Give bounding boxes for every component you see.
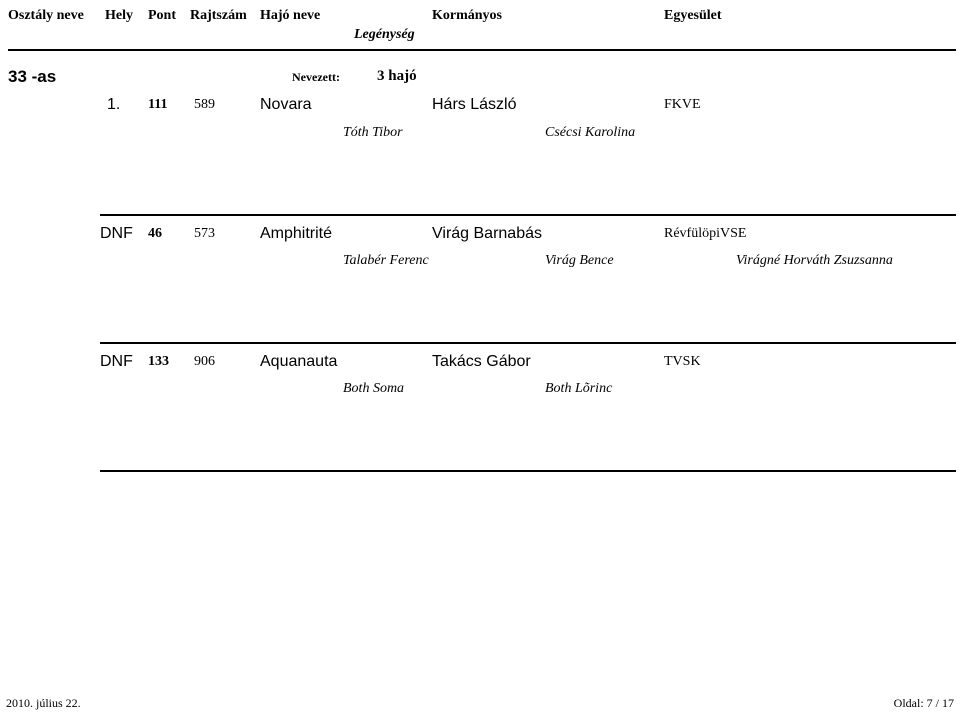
entry-helmsman: Virág Barnabás xyxy=(432,225,542,242)
entry-sail-number: 573 xyxy=(194,226,215,241)
crew-member: Tóth Tibor xyxy=(343,125,403,140)
crew-member: Virág Bence xyxy=(545,253,614,268)
crew-member: Csécsi Karolina xyxy=(545,125,636,140)
entry-sail-number: 906 xyxy=(194,354,215,369)
entry-boat-name: Aquanauta xyxy=(260,353,338,370)
entry-helmsman: Hárs László xyxy=(432,96,517,113)
entry-points: 133 xyxy=(148,354,169,369)
entry-club: RévfülöpiVSE xyxy=(664,226,747,241)
header-place: Hely xyxy=(105,8,133,23)
header-club: Egyesület xyxy=(664,8,722,23)
entry-club: TVSK xyxy=(664,354,701,369)
header-crew: Legénység xyxy=(354,27,415,42)
header-class-name: Osztály neve xyxy=(8,8,84,23)
entry-sail-number: 589 xyxy=(194,97,215,112)
crew-member: Both Lõrinc xyxy=(545,381,613,396)
entered-label: Nevezett: xyxy=(292,70,340,84)
entry-points: 111 xyxy=(148,97,168,112)
entry-place: DNF xyxy=(100,225,133,242)
entry-helmsman: Takács Gábor xyxy=(432,353,531,370)
entry-boat-name: Amphitrité xyxy=(260,225,333,242)
row-divider xyxy=(100,342,956,344)
entry-points: 46 xyxy=(148,226,162,241)
entered-count: 3 hajó xyxy=(377,68,417,84)
crew-member: Virágné Horváth Zsuzsanna xyxy=(736,253,893,268)
crew-member: Talabér Ferenc xyxy=(343,253,429,268)
header-divider xyxy=(8,49,956,51)
row-divider xyxy=(100,470,956,472)
header-boat-name: Hajó neve xyxy=(260,8,321,23)
entry-club: FKVE xyxy=(664,97,701,112)
header-helmsman: Kormányos xyxy=(432,8,502,23)
print-date: 2010. július 22. xyxy=(6,696,81,710)
crew-member: Both Soma xyxy=(343,381,405,396)
header-points: Pont xyxy=(148,8,176,23)
entry-place: 1. xyxy=(107,96,121,113)
header-sail-number: Rajtszám xyxy=(190,8,247,23)
row-divider xyxy=(100,214,956,216)
page-number: Oldal: 7 / 17 xyxy=(893,696,954,710)
class-title: 33 -as xyxy=(8,67,57,86)
entry-place: DNF xyxy=(100,353,133,370)
entry-boat-name: Novara xyxy=(260,96,312,113)
